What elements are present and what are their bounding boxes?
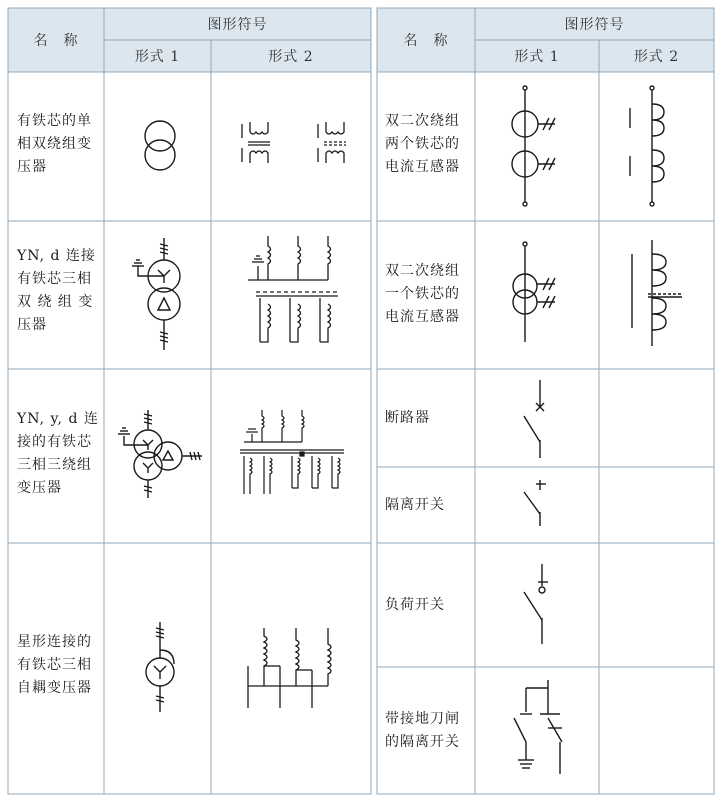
autotransformer-symbol-1 bbox=[140, 620, 184, 714]
name-ynd-transformer: YN, d 连接 有铁芯三相 双 绕 组 变 压器 bbox=[17, 248, 96, 333]
disconnector-symbol bbox=[518, 478, 558, 528]
ct-two-cores-symbol-1 bbox=[505, 84, 569, 210]
header-name-right: 名 称 bbox=[403, 33, 449, 49]
ct-two-cores-symbol-2 bbox=[624, 84, 674, 210]
ynd-transformer-symbol-2 bbox=[246, 232, 346, 356]
single-phase-transformer-symbol-2 bbox=[240, 118, 352, 170]
header-form1-right: 形式 1 bbox=[514, 49, 560, 65]
load-switch-symbol bbox=[518, 562, 558, 646]
header-symbol-right: 图形符号 bbox=[564, 17, 625, 33]
header-form2-right: 形式 2 bbox=[633, 49, 680, 65]
name-ynyd-transformer: YN, y, d 连 接的有铁芯 三相三绕组 变压器 bbox=[17, 411, 99, 496]
single-phase-transformer-symbol-1 bbox=[138, 118, 182, 174]
ct-one-core-symbol-1 bbox=[505, 240, 569, 348]
name-load-switch: 负荷开关 bbox=[385, 597, 445, 613]
name-disconnector-with-earth: 带接地刀闸 的隔离开关 bbox=[385, 711, 460, 750]
name-disconnector: 隔离开关 bbox=[385, 497, 445, 513]
header-symbol-left: 图形符号 bbox=[207, 17, 268, 33]
disconnector-with-earth-symbol bbox=[504, 678, 570, 778]
autotransformer-symbol-2 bbox=[246, 626, 346, 710]
circuit-breaker-symbol bbox=[518, 378, 558, 460]
header-name-left: 名 称 bbox=[33, 33, 79, 49]
ynyd-transformer-symbol-1 bbox=[114, 408, 206, 500]
name-autotransformer: 星形连接的 有铁芯三相 自耦变压器 bbox=[17, 634, 92, 696]
name-circuit-breaker: 断路器 bbox=[385, 410, 430, 426]
name-single-phase-transformer: 有铁芯的单 相双绕组变 压器 bbox=[17, 113, 92, 175]
name-ct-one-core: 双二次绕组 一个铁芯的 电流互感器 bbox=[385, 263, 460, 325]
ynyd-transformer-symbol-2 bbox=[238, 408, 350, 500]
header-form1-left: 形式 1 bbox=[134, 49, 181, 65]
name-ct-two-cores: 双二次绕组 两个铁芯的 电流互感器 bbox=[385, 113, 460, 175]
header-form2-left: 形式 2 bbox=[268, 49, 314, 65]
ynd-transformer-symbol-1 bbox=[124, 236, 196, 354]
ct-one-core-symbol-2 bbox=[624, 238, 688, 350]
